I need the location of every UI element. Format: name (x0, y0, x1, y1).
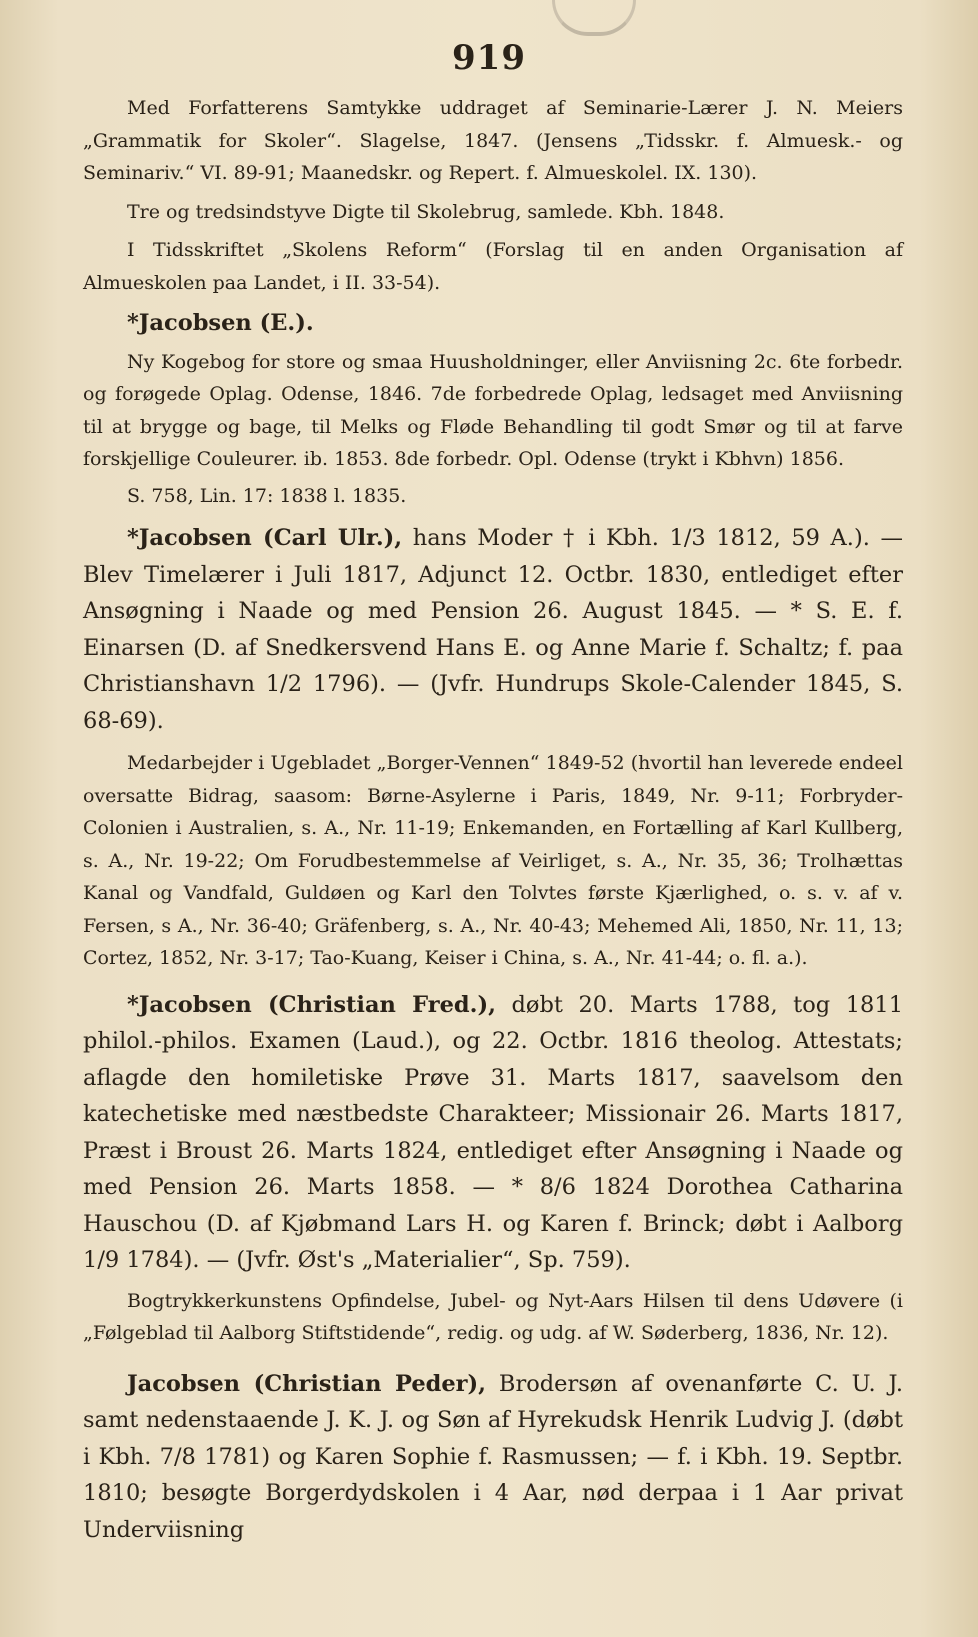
entry-jacobsen-carl-ulr (83, 520, 903, 739)
paragraph-bogtrykkerkunst: Bogtrykkerkunstens Opfindelse, Jubel- og Nyt-Aars Hilsen til dens Udøvere (i „Følgeblad til Aalborg Stiftstidende“, redig. og udg. af W. Søderberg, 1836, Nr. 12). (83, 1289, 903, 1344)
entry-jacobsen-christian-peder (83, 1366, 903, 1549)
paragraph-grammatik-note: Med Forfatterens Samtykke uddraget af Seminarie-Lærer J. N. Meiers „Grammatik for Skoler“. Slagelse, 1847. (Jensens „Tidsskr. f. Almuesk.- og Seminariv.“ VI. 89-91; Maanedskr. og Repert. f. Almueskolel. IX. 130). (83, 97, 903, 184)
entry-name: *Jacobsen (Christian Fred.), (127, 991, 496, 1018)
entry-name: *Jacobsen (Carl Ulr.), (127, 525, 403, 551)
entry-text: hans Moder † i Kbh. 1/3 1812, 59 A.). — Blev Timelærer i Juli 1817, Adjunct 12. Octbr. 1830, entlediget efter Ansøgning i Naade og med Pension 26. August 1845. — * S. E. f. Einarsen (D. af Snedkersvend Hans E. og Anne Marie f. Schaltz; f. paa Christianshavn 1/2 1796). — (Jvfr. Hundrups Skole-Calender 1845, S. 68-69). (83, 525, 903, 734)
entry-text: Brodersøn af ovenanførte C. U. J. samt nedenstaaende J. K. J. og Søn af Hyrekudsk Henrik Ludvig J. (døbt i Kbh. 7/8 1781) og Karen Sophie f. Rasmussen; — f. i Kbh. 19. Septbr. 1810; besøgte Borgerdydskolen i 4 Aar, nød derpaa i 1 Aar privat Underviisning (83, 1370, 903, 1543)
entry-name: Jacobsen (Christian Peder), (127, 1370, 487, 1397)
paragraph-borger-vennen: Medarbejder i Ugebladet „Borger-Vennen“ 1849-52 (hvortil han leverede endeel oversatte Bidrag, saasom: Børne-Asylerne i Paris, 1849, Nr. 9-11; Forbryder-Colonien i Australien, s. A., Nr. 11-19; Enkemanden, en Fortælling af Karl Kullberg, s. A., Nr. 19-22; Om Forudbestemmelse af Veirliget, s. A., Nr. 35, 36; Trolhættas Kanal og Vandfald, Guldøen og Karl den Tolvtes første Kjærlighed, o. s. v. af v. Fersen, s A., Nr. 36-40; Gräfenberg, s. A., Nr. 40-43; Mehemed Ali, 1850, Nr. 11, 13; Cortez, 1852, Nr. 3-17; Tao-Kuang, Keiser i China, s. A., Nr. 41-44; o. fl. a.). (83, 752, 903, 969)
page-number: 919 (452, 38, 526, 78)
paragraph-digte: Tre og tredsindstyve Digte til Skolebrug, samlede. Kbh. 1848. (127, 200, 725, 223)
paragraph-kogebog: Ny Kogebog for store og smaa Huusholdninger, eller Anviisning 2c. 6te forbedr. og forøgede Oplag. Odense, 1846. 7de forbedrede Oplag, ledsaget med Anviisning til at brygge og bage, til Melks og Fløde Behandling til godt Smør og til at farve forskjellige Couleurer. ib. 1853. 8de forbedr. Opl. Odense (trykt i Kbhvn) 1856. (83, 350, 903, 470)
entry-jacobsen-christian-fred (83, 987, 903, 1279)
entry-text: døbt 20. Marts 1788, tog 1811 philol.-philos. Examen (Laud.), og 22. Octbr. 1816 theolog. Attestats; aflagde den homiletiske Prøve 31. Marts 1817, saavelsom den katechetiske med næstbedste Charakteer; Missionair 26. Marts 1817, Præst i Broust 26. Marts 1824, entlediget efter Ansøgning i Naade og med Pension 26. Marts 1858. — * 8/6 1824 Dorothea Catharina Hauschou (D. af Kjøbmand Lars H. og Karen f. Brinck; døbt i Aalborg 1/9 1784). — (Jvfr. Øst's „Materialier“, Sp. 759). (83, 991, 904, 1273)
binding-mark (552, 0, 636, 36)
entry-name: *Jacobsen (E.). (127, 310, 314, 336)
paragraph-correction: S. 758, Lin. 17: 1838 l. 1835. (127, 484, 407, 507)
page-body (83, 92, 903, 1548)
entry-heading-jacobsen-e (83, 305, 903, 342)
paragraph-skolens-reform: I Tidsskriftet „Skolens Reform“ (Forslag til en anden Organisation af Almueskolen paa Landet, i II. 33-54). (83, 239, 903, 294)
